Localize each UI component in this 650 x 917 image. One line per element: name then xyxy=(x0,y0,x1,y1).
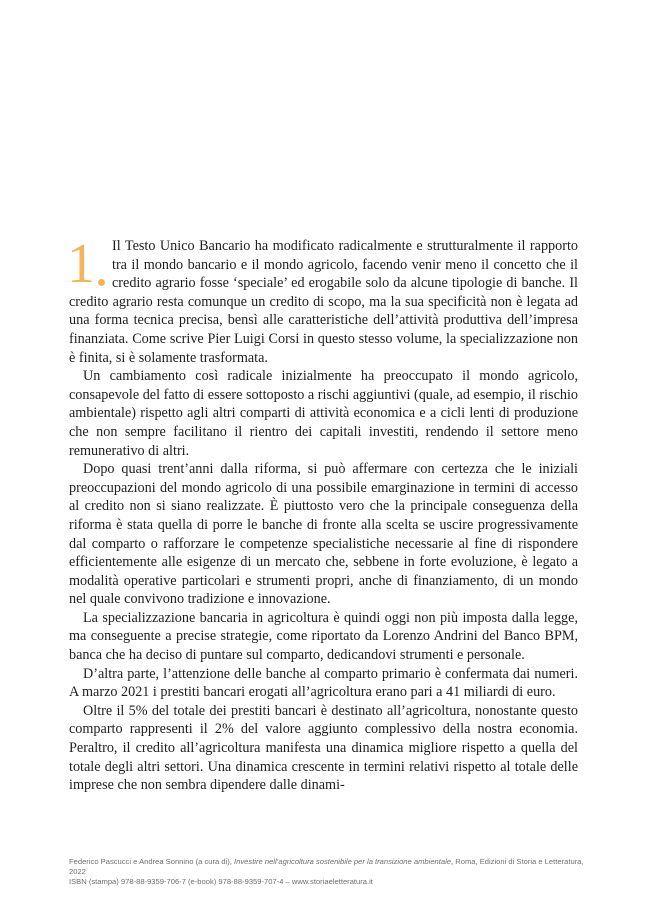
paragraph-2: Un cambiamento così radicale inizialmente ha preoccupato il mondo agricolo, consapevole del fatto di essere sottoposto a rischi aggiuntivi (quale, ad esempio, il rischio ambientale) rispetto agli altri comparti di attività economica e a cicli lenti di produzione che non sempre facilitano il rientro dei capitali investiti, rendendo il settore meno remunerativo di altri. xyxy=(69,368,578,459)
citation-title: Investire nell’agricoltura sostenibile per la transizione ambientale xyxy=(234,857,452,866)
footer-citation xyxy=(69,857,589,877)
citation-authors: Federico Pascucci e Andrea Sonnino (a cura di), xyxy=(69,857,235,866)
paragraph-4: La specializzazione bancaria in agricoltura è quindi oggi non più imposta dalla legge, ma conseguente a precise strategie, come riportato da Lorenzo Andrini del Banco BPM, banca che ha deciso di puntare sul comparto, dedicandovi strumenti e personale. xyxy=(69,609,578,664)
paragraph-3: Dopo quasi trent’anni dalla riforma, si può affermare con certezza che le iniziali preoccupazioni del mondo agricolo di una possibile emarginazione in termini di accesso al credito non si siano realizzate. È piuttosto vero che la principale conseguenza della riforma è stata quella di porre le banche di fronte alla scelta se uscire progressivamente dal comparto o rafforzare le competenze specialistiche necessarie al fine di rispondere efficientemente alle esigenze di un mercato che, sebbene in forte evoluzione, è legato a modalità operative particolari e strumenti propri, anche di finanziamento, di un mondo nel quale convivono tradizione e innovazione. xyxy=(69,461,578,608)
paragraph-1 xyxy=(67,233,578,367)
page-footer xyxy=(69,857,589,888)
citation-publisher: , Roma, Edizioni di Storia e Letteratura, 2022 xyxy=(69,857,584,877)
paragraph-1-text: Il Testo Unico Bancario ha modificato radicalmente e strutturalmente il rapporto tra il mondo bancario e il mondo agricolo, facendo venir meno il concetto che il credito agrario fosse ‘speciale’ ed erogabile solo da alcune tipologie di banche. Il credito agrario resta comunque un credito di scopo, ma la sua specificità non è legata ad una forma tecnica precisa, bensì alle caratteristiche dell’attività produttiva dell’impresa finanziata. Come scrive Pier Luigi Corsi in questo stesso volume, la specializzazione non è finita, si è solamente trasformata. xyxy=(69,238,578,366)
article-body xyxy=(67,233,578,795)
section-number: 1 xyxy=(67,233,95,295)
footer-isbn: ISBN (stampa) 978-88-9359-706-7 (e-book) 978-88-9359-707-4 – www.storiaeletteratura.it xyxy=(69,877,373,887)
paragraph-5: D’altra parte, l’attenzione delle banche al comparto primario è confermata dai numeri. A marzo 2021 i prestiti bancari erogati all’agricoltura erano pari a 41 miliardi di euro. xyxy=(69,665,578,701)
paragraph-6: Oltre il 5% del totale dei prestiti bancari è destinato all’agricoltura, nonostante questo comparto rappresenti il 2% del valore aggiunto complessivo della nostra economia. Peraltro, il credito all’agricoltura manifesta una dinamica migliore rispetto a quella del totale degli altri settori. Una dinamica crescente in termini relativi rispetto al totale delle imprese che non sembra dipendere dalle dinami- xyxy=(69,702,578,794)
section-dot-icon xyxy=(98,279,105,286)
section-number-dropcap xyxy=(67,233,108,295)
